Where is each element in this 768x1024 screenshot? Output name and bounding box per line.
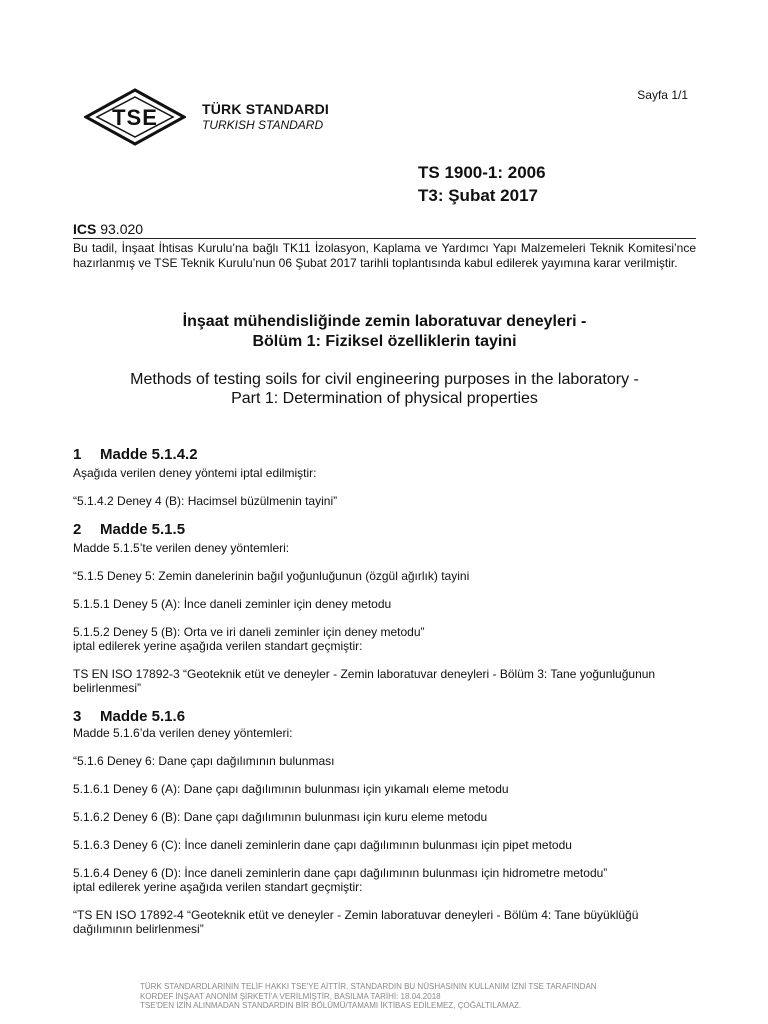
copyright-footer (140, 982, 660, 1011)
footer-line: KORDEF İNŞAAT ANONİM ŞİRKETİ'A VERİLMİŞTİR, BASILMA TARİHİ: 18.04.2018 (140, 991, 441, 1001)
body-line: 5.1.6.3 Deney 6 (C): İnce daneli zeminlerin dane çapı dağılımının bulunması için pipet metodu (73, 838, 572, 852)
section-title: Madde 5.1.6 (100, 708, 186, 725)
body-line: Aşağıda verilen deney yöntemi iptal edilmiştir: (73, 466, 317, 480)
section-title: Madde 5.1.4.2 (100, 446, 198, 463)
body-line: 5.1.6.1 Deney 6 (A): Dane çapı dağılımının bulunması için yıkamalı eleme metodu (73, 782, 509, 796)
ics-label: ICS (73, 221, 97, 237)
body-paragraph: TS EN ISO 17892-3 “Geoteknik etüt ve deneyler - Zemin laboratuvar deneyleri - Bölüm 3: Tane yoğunluğunun belirlenmesi” (73, 667, 656, 695)
title-turkish-line1: İnşaat mühendisliğinde zemin laboratuvar deneyleri - (182, 313, 587, 330)
body-paragraph: “TS EN ISO 17892-4 “Geoteknik etüt ve deneyler - Zemin laboratuvar deneyleri - Bölüm 4: Tane büyüklüğü dağılımının belirlenmesi” (73, 908, 639, 936)
body-line: iptal edilerek yerine aşağıda verilen standart geçmiştir: (73, 639, 363, 653)
body-line: 5.1.6.4 Deney 6 (D): İnce daneli zeminlerin dane çapı dağılımının bulunması için hidrometre metodu” (73, 866, 608, 880)
title-english (73, 370, 696, 408)
footer-line: TSE'DEN İZİN ALINMADAN STANDARDIN BİR BÖLÜMÜ/TAMAMI İKTİBAS EDİLEMEZ, ÇOĞALTILAMAZ. (140, 1001, 522, 1010)
section-heading (73, 521, 185, 538)
title-english-line2: Part 1: Determination of physical properties (231, 390, 538, 407)
body-line: 5.1.5.1 Deney 5 (A): İnce daneli zeminler için deney metodu (73, 597, 392, 611)
section-number: 1 (73, 446, 82, 463)
standard-name-en: TURKISH STANDARD (202, 118, 324, 132)
document-code: TS 1900-1: 2006 (418, 163, 546, 182)
title-english-line1: Methods of testing soils for civil engineering purposes in the laboratory - (130, 371, 639, 388)
logo-text: TSE (112, 105, 158, 130)
body-line: 5.1.6.2 Deney 6 (B): Dane çapı dağılımının bulunması için kuru eleme metodu (73, 810, 488, 824)
section-heading (73, 446, 198, 463)
section-title: Madde 5.1.5 (100, 521, 186, 538)
footer-line: TÜRK STANDARDLARININ TELİF HAKKI TSE'YE AİTTİR. STANDARDIN BU NÜSHASININ KULLANIM İZNİ TSE TARAFINDAN (140, 982, 597, 991)
section-number: 3 (73, 708, 82, 725)
body-line: “5.1.4.2 Deney 4 (B): Hacimsel büzülmenin tayini” (73, 494, 338, 508)
header-divider (73, 238, 696, 239)
tse-logo (84, 88, 186, 146)
body-line: 5.1.5.2 Deney 5 (B): Orta ve iri daneli zeminler için deney metodu” (73, 625, 425, 639)
body-line: “5.1.5 Deney 5: Zemin danelerinin bağıl yoğunluğunun (özgül ağırlık) tayini (73, 569, 470, 583)
body-line: Madde 5.1.5’te verilen deney yöntemleri: (73, 541, 290, 555)
document-amendment: T3: Şubat 2017 (418, 186, 538, 205)
document-id (418, 161, 546, 207)
page-number: Sayfa 1/1 (637, 88, 688, 102)
ics-classification (73, 221, 143, 237)
title-turkish (73, 312, 696, 352)
section-number: 2 (73, 521, 82, 538)
intro-paragraph: Bu tadil, İnşaat İhtisas Kurulu’na bağlı TK11 İzolasyon, Kaplama ve Yardımcı Yapı Malzemeleri Teknik Komitesi’nce hazırlanmış ve TSE Teknik Kurulu’nun 06 Şubat 2017 tarihli toplantısında kabul edilerek yayımına karar verilmiştir. (73, 241, 696, 270)
body-line: Madde 5.1.6’da verilen deney yöntemleri: (73, 726, 293, 740)
ics-value: 93.020 (100, 221, 144, 237)
body-line: iptal edilerek yerine aşağıda verilen standart geçmiştir: (73, 880, 363, 894)
body-line: “5.1.6 Deney 6: Dane çapı dağılımının bulunması (73, 754, 335, 768)
section-heading (73, 708, 185, 725)
standard-name-tr: TÜRK STANDARDI (202, 101, 329, 117)
title-turkish-line2: Bölüm 1: Fiziksel özelliklerin tayini (252, 333, 517, 350)
